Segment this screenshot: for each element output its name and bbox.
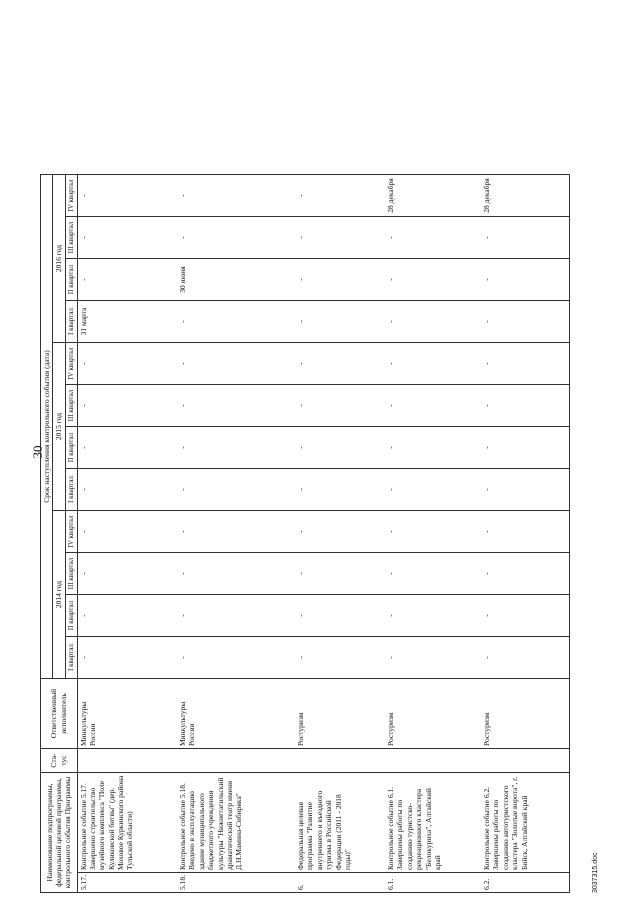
table-row (295, 175, 385, 893)
deadline-date: - (385, 343, 481, 385)
quarter-header: II квартал (65, 427, 77, 469)
deadline-date: 30 июня (177, 259, 295, 301)
status-column-header: Ста-тус (41, 749, 78, 773)
deadline-date: - (77, 343, 177, 385)
year-header: 2015 год (53, 343, 65, 511)
deadline-date: - (177, 637, 295, 679)
event-name: Федеральная целевая программа "Развитие внутреннего и въездного туризма в Российской Федерации (2011 - 2018 годы)" (295, 773, 385, 873)
deadline-group-header: Срок наступления контрольного события (дата) (41, 175, 53, 679)
deadline-date: - (385, 595, 481, 637)
file-name-footer: 3037315.doc (592, 852, 599, 893)
deadline-date: - (385, 427, 481, 469)
quarter-header: III квартал (65, 385, 77, 427)
deadline-date: - (177, 427, 295, 469)
deadline-date: - (77, 469, 177, 511)
event-name: Контрольное событие 6.2. Завершены работы по созданию автотуристского кластера "Золотые ворота", г. Бийск, Алтайский край (481, 773, 569, 873)
row-number: 5.17. (77, 873, 177, 893)
row-number: 5.18. (177, 873, 295, 893)
year-header: 2014 год (53, 511, 65, 679)
deadline-date: - (177, 343, 295, 385)
deadline-date: - (177, 175, 295, 217)
deadline-date: - (481, 427, 569, 469)
quarter-header: III квартал (65, 217, 77, 259)
deadline-date: - (177, 595, 295, 637)
deadline-date: - (385, 553, 481, 595)
deadline-date: - (481, 385, 569, 427)
status-cell (77, 749, 177, 773)
quarter-header: I квартал (65, 637, 77, 679)
event-name: Контрольное событие 5.18. Введено в эксплуатацию здание муниципального бюджетного учреждения культуры "Нижнетагильский драматический театр имени Д.Н.Мамина-Сибиряка" (177, 773, 295, 873)
deadline-date: - (481, 469, 569, 511)
responsible-executor: Минкультуры России (177, 679, 295, 749)
deadline-date: - (77, 175, 177, 217)
deadline-date: - (77, 511, 177, 553)
quarter-header: II квартал (65, 595, 77, 637)
deadline-date: - (295, 553, 385, 595)
deadline-date: - (385, 301, 481, 343)
status-cell (177, 749, 295, 773)
responsible-executor: Минкультуры России (77, 679, 177, 749)
status-cell (385, 749, 481, 773)
deadline-date: - (481, 343, 569, 385)
deadline-date: - (295, 595, 385, 637)
status-cell (295, 749, 385, 773)
deadline-date: 28 декабря (481, 175, 569, 217)
deadline-date: - (295, 175, 385, 217)
deadline-date: - (77, 595, 177, 637)
table-row (481, 175, 569, 893)
event-name: Контрольное событие 6.1. Завершены работы по созданию туристско-рекреационного кластера "Белокуриха", Алтайский край (385, 773, 481, 873)
deadline-date: - (177, 511, 295, 553)
quarter-header: IV квартал (65, 343, 77, 385)
deadline-date: - (295, 637, 385, 679)
deadline-date: - (295, 343, 385, 385)
year-header: 2016 год (53, 175, 65, 343)
deadline-date: - (295, 385, 385, 427)
deadline-date: - (295, 259, 385, 301)
deadline-date: - (295, 427, 385, 469)
deadline-date: - (295, 217, 385, 259)
quarter-header: I квартал (65, 469, 77, 511)
quarter-header: I квартал (65, 301, 77, 343)
deadline-date: - (385, 385, 481, 427)
table-row (77, 175, 177, 893)
deadline-date: - (177, 385, 295, 427)
quarter-header: IV квартал (65, 511, 77, 553)
deadline-date: - (177, 553, 295, 595)
quarter-header: II квартал (65, 259, 77, 301)
responsible-executor: Ростуризм (481, 679, 569, 749)
responsible-column-header: Ответственный исполнитель (41, 679, 78, 749)
row-number: 6.1. (385, 873, 481, 893)
deadline-date: - (481, 259, 569, 301)
deadline-date: - (295, 469, 385, 511)
quarter-header: IV квартал (65, 175, 77, 217)
deadline-date: - (295, 511, 385, 553)
table-body (77, 175, 569, 893)
responsible-executor: Ростуризм (295, 679, 385, 749)
deadline-date: - (77, 427, 177, 469)
deadline-date: - (385, 469, 481, 511)
control-events-table (40, 174, 570, 893)
deadline-date: - (481, 217, 569, 259)
row-number: 6.2. (481, 873, 569, 893)
deadline-date: - (177, 217, 295, 259)
deadline-date: - (481, 553, 569, 595)
deadline-date: - (385, 217, 481, 259)
deadline-date: - (77, 553, 177, 595)
deadline-date: - (77, 637, 177, 679)
deadline-date: - (385, 511, 481, 553)
deadline-date: - (177, 301, 295, 343)
deadline-date: - (481, 301, 569, 343)
deadline-date: - (385, 259, 481, 301)
status-cell (481, 749, 569, 773)
deadline-date: - (77, 385, 177, 427)
deadline-date: - (481, 595, 569, 637)
table-row (177, 175, 295, 893)
quarter-header: III квартал (65, 553, 77, 595)
deadline-date: - (385, 637, 481, 679)
table-header (41, 175, 78, 893)
deadline-date: - (77, 259, 177, 301)
page-number: 30 (30, 445, 45, 459)
event-name: Контрольное событие 5.17. Завершено строительство музейного комплекса "Поле Куликовской битвы" (дер. Моховое Куркинского района Тульской области) (77, 773, 177, 873)
deadline-date: - (481, 511, 569, 553)
deadline-date: - (481, 637, 569, 679)
row-number: 6. (295, 873, 385, 893)
table-row (385, 175, 481, 893)
name-column-header: Наименование подпрограммы, федеральной целевой программы, контрольного события Программы (41, 773, 78, 893)
deadline-date: 28 декабря (385, 175, 481, 217)
responsible-executor: Ростуризм (385, 679, 481, 749)
deadline-date: - (295, 301, 385, 343)
deadline-date: - (77, 217, 177, 259)
deadline-date: 31 марта (77, 301, 177, 343)
deadline-date: - (177, 469, 295, 511)
